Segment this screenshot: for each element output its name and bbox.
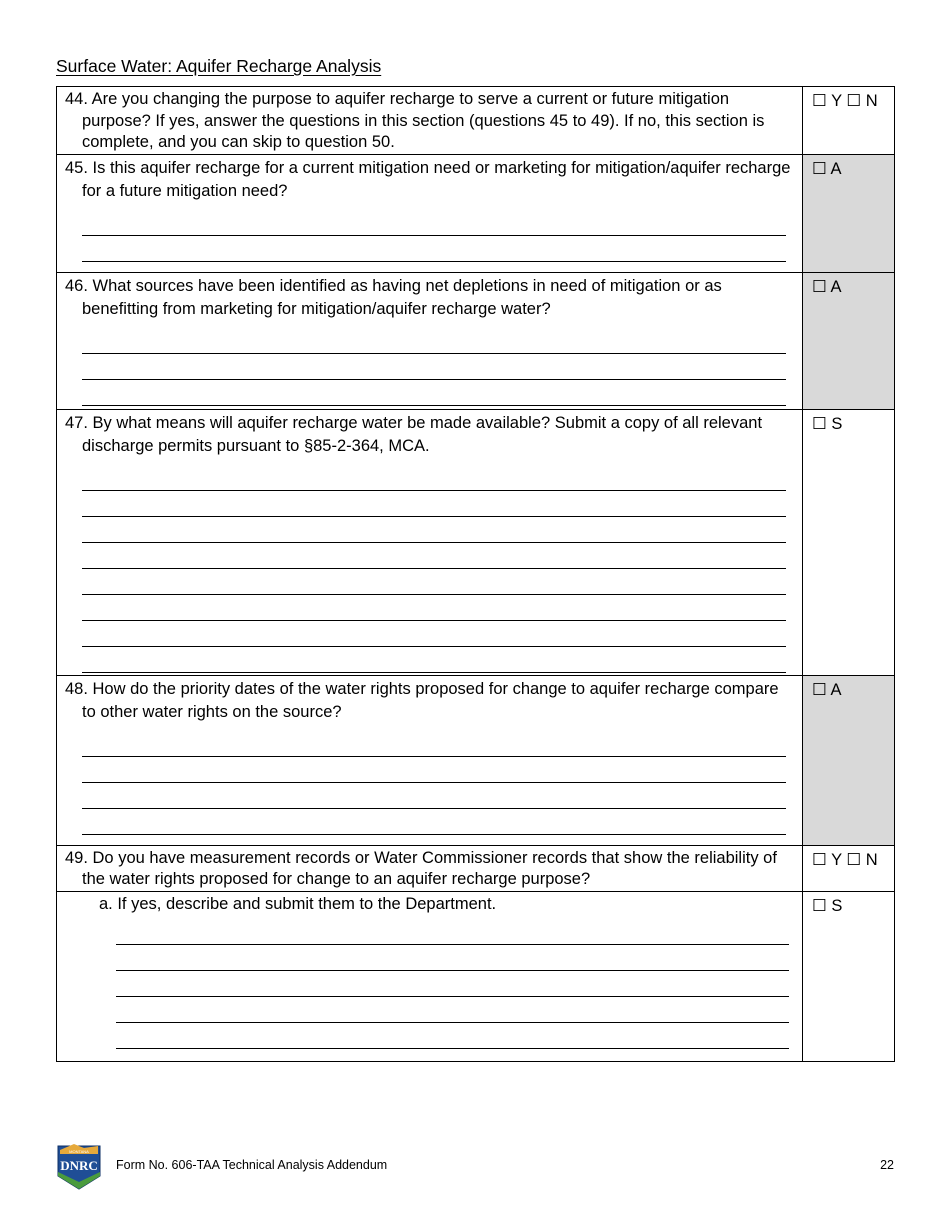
question-row-48: [57, 675, 895, 845]
logo-small-text: MONTANA: [69, 1149, 89, 1154]
recharge-questions-table: [56, 86, 895, 1062]
answer-yn-checkbox[interactable]: ☐ Y ☐ N: [803, 845, 895, 891]
question-49a-text: a. If yes, describe and submit them to the Department.: [99, 894, 497, 913]
answer-lines[interactable]: [82, 210, 786, 262]
section-title: Surface Water: Aquifer Recharge Analysis: [56, 56, 382, 76]
answer-lines[interactable]: [82, 465, 786, 673]
question-row-46: [57, 272, 895, 409]
question-46-text: 46. What sources have been identified as having net depletions in need of mitigation or as benefitting from marketing for mitigation/aquifer recharge water?: [65, 276, 722, 318]
page-footer: [0, 1140, 950, 1190]
question-row-49a: [57, 891, 895, 1061]
question-44-text: 44. Are you changing the purpose to aquifer recharge to serve a current or future mitigation purpose? If yes, answer the questions in this section (questions 45 to 49). If no, this section is complete, and you can skip to question 50.: [65, 90, 765, 151]
question-49-text: 49. Do you have measurement records or Water Commissioner records that show the reliability of the water rights proposed for change to an aquifer recharge purpose?: [65, 848, 777, 888]
question-45-text: 45. Is this aquifer recharge for a current mitigation need or marketing for mitigation/aquifer recharge for a future mitigation need?: [65, 158, 791, 200]
answer-a-checkbox[interactable]: ☐ A: [803, 154, 895, 272]
form-number: Form No. 606-TAA Technical Analysis Addendum: [116, 1158, 388, 1172]
question-row-45: [57, 154, 895, 272]
page-number: 22: [880, 1158, 894, 1172]
question-row-49: [57, 845, 895, 891]
dnrc-logo-icon: [54, 1142, 104, 1190]
question-row-44: [57, 87, 895, 155]
answer-a-checkbox[interactable]: ☐ A: [803, 272, 895, 409]
logo-text: DNRC: [60, 1158, 98, 1173]
answer-s-checkbox[interactable]: ☐ S: [803, 891, 895, 1061]
question-47-text: 47. By what means will aquifer recharge water be made available? Submit a copy of all relevant discharge permits pursuant to §85-2-364, MCA.: [65, 413, 763, 455]
question-48-text: 48. How do the priority dates of the water rights proposed for change to aquifer recharge compare to other water rights on the source?: [65, 679, 779, 721]
question-row-47: [57, 409, 895, 675]
answer-lines[interactable]: [82, 731, 786, 835]
answer-s-checkbox[interactable]: ☐ S: [803, 409, 895, 675]
answer-yn-checkbox[interactable]: ☐ Y ☐ N: [803, 87, 895, 155]
answer-lines[interactable]: [116, 919, 789, 1049]
answer-a-checkbox[interactable]: ☐ A: [803, 675, 895, 845]
answer-lines[interactable]: [82, 328, 786, 406]
